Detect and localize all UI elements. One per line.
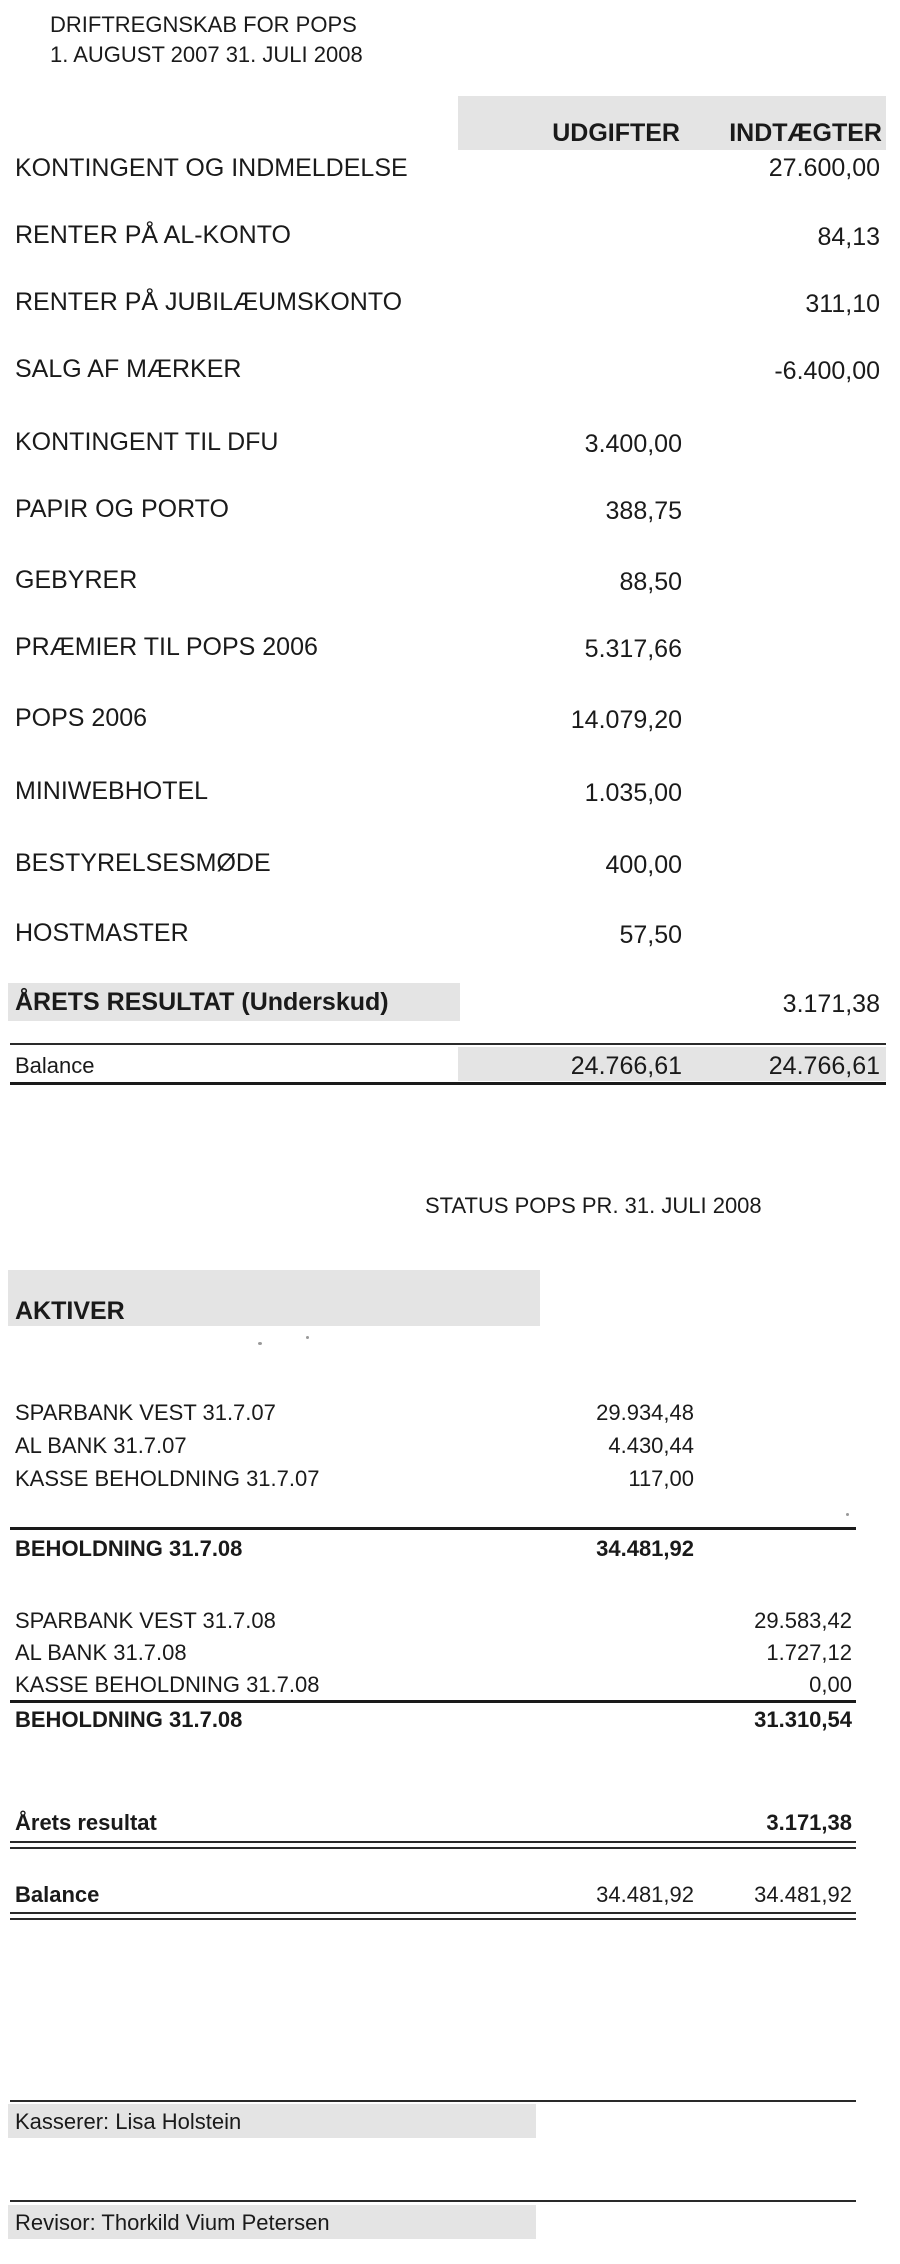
balance-income-total: 24.766,61 bbox=[768, 1052, 880, 1080]
row-label: BESTYRELSESMØDE bbox=[15, 849, 271, 877]
status-result-label: Årets resultat bbox=[15, 1810, 157, 1835]
balance-label: Balance bbox=[15, 1053, 95, 1078]
auditor-signature-line bbox=[10, 2200, 856, 2202]
row-income: -6.400,00 bbox=[774, 357, 880, 385]
status-result-value: 3.171,38 bbox=[766, 1810, 852, 1835]
opening-total-value: 34.481,92 bbox=[596, 1536, 694, 1561]
scan-speck bbox=[306, 1336, 309, 1339]
closing-total-rule bbox=[10, 1700, 856, 1703]
opening-total-rule bbox=[10, 1527, 856, 1530]
row-income: 311,10 bbox=[805, 290, 880, 318]
column-header-income: INDTÆGTER bbox=[729, 119, 882, 147]
cashier-signature: Kasserer: Lisa Holstein bbox=[15, 2109, 242, 2134]
row-income: 27.600,00 bbox=[768, 154, 880, 182]
row-expense: 388,75 bbox=[605, 497, 682, 525]
status-result-rule-upper bbox=[10, 1841, 856, 1843]
row-income: 84,13 bbox=[817, 223, 880, 251]
balance-bottom-rule bbox=[10, 1082, 886, 1085]
status-title: STATUS POPS PR. 31. JULI 2008 bbox=[425, 1193, 762, 1218]
balance-expense-total: 24.766,61 bbox=[570, 1052, 682, 1080]
column-header-expenses: UDGIFTER bbox=[552, 119, 680, 147]
scan-speck bbox=[258, 1342, 262, 1345]
closing-item-value: 0,00 bbox=[809, 1672, 852, 1697]
row-expense: 1.035,00 bbox=[584, 779, 682, 807]
closing-item-value: 1.727,12 bbox=[766, 1640, 852, 1665]
opening-item-label: AL BANK 31.7.07 bbox=[15, 1433, 187, 1458]
annual-result-value: 3.171,38 bbox=[782, 990, 880, 1018]
status-balance-right: 34.481,92 bbox=[754, 1882, 852, 1907]
row-label: POPS 2006 bbox=[15, 704, 148, 732]
row-label: RENTER PÅ JUBILÆUMSKONTO bbox=[15, 288, 403, 316]
opening-item-value: 4.430,44 bbox=[608, 1433, 694, 1458]
opening-item-value: 29.934,48 bbox=[596, 1400, 694, 1425]
balance-top-rule bbox=[10, 1043, 886, 1045]
closing-total-value: 31.310,54 bbox=[754, 1707, 852, 1732]
row-label: KONTINGENT OG INDMELDELSE bbox=[15, 154, 408, 182]
row-label: PAPIR OG PORTO bbox=[15, 495, 229, 523]
row-label: KONTINGENT TIL DFU bbox=[15, 428, 279, 456]
row-expense: 400,00 bbox=[605, 851, 682, 879]
scan-speck bbox=[846, 1513, 849, 1516]
row-label: HOSTMASTER bbox=[15, 919, 189, 947]
status-balance-left: 34.481,92 bbox=[596, 1882, 694, 1907]
opening-item-label: SPARBANK VEST 31.7.07 bbox=[15, 1400, 276, 1425]
row-expense: 14.079,20 bbox=[570, 706, 682, 734]
opening-item-value: 117,00 bbox=[628, 1466, 694, 1491]
status-balance-label: Balance bbox=[15, 1882, 100, 1907]
row-label: GEBYRER bbox=[15, 566, 138, 594]
row-label: RENTER PÅ AL-KONTO bbox=[15, 221, 291, 249]
closing-item-label: KASSE BEHOLDNING 31.7.08 bbox=[15, 1672, 320, 1697]
row-expense: 57,50 bbox=[619, 921, 682, 949]
document-title: DRIFTREGNSKAB FOR POPS bbox=[50, 12, 357, 37]
row-label: SALG AF MÆRKER bbox=[15, 355, 242, 383]
closing-item-label: AL BANK 31.7.08 bbox=[15, 1640, 187, 1665]
opening-total-label: BEHOLDNING 31.7.08 bbox=[15, 1536, 243, 1561]
document-period: 1. AUGUST 2007 31. JULI 2008 bbox=[50, 42, 363, 67]
auditor-signature: Revisor: Thorkild Vium Petersen bbox=[15, 2210, 330, 2235]
row-label: MINIWEBHOTEL bbox=[15, 777, 209, 805]
status-result-rule-lower bbox=[10, 1847, 856, 1849]
closing-item-label: SPARBANK VEST 31.7.08 bbox=[15, 1608, 276, 1633]
closing-item-value: 29.583,42 bbox=[754, 1608, 852, 1633]
row-label: PRÆMIER TIL POPS 2006 bbox=[15, 633, 318, 661]
closing-total-label: BEHOLDNING 31.7.08 bbox=[15, 1707, 243, 1732]
annual-result-label: ÅRETS RESULTAT (Underskud) bbox=[15, 988, 389, 1016]
assets-label: AKTIVER bbox=[15, 1297, 125, 1325]
cashier-signature-line bbox=[10, 2100, 856, 2102]
opening-item-label: KASSE BEHOLDNING 31.7.07 bbox=[15, 1466, 320, 1491]
status-balance-rule-upper bbox=[10, 1912, 856, 1914]
row-expense: 88,50 bbox=[619, 568, 682, 596]
row-expense: 5.317,66 bbox=[584, 635, 682, 663]
row-expense: 3.400,00 bbox=[584, 430, 682, 458]
status-balance-rule-lower bbox=[10, 1918, 856, 1920]
